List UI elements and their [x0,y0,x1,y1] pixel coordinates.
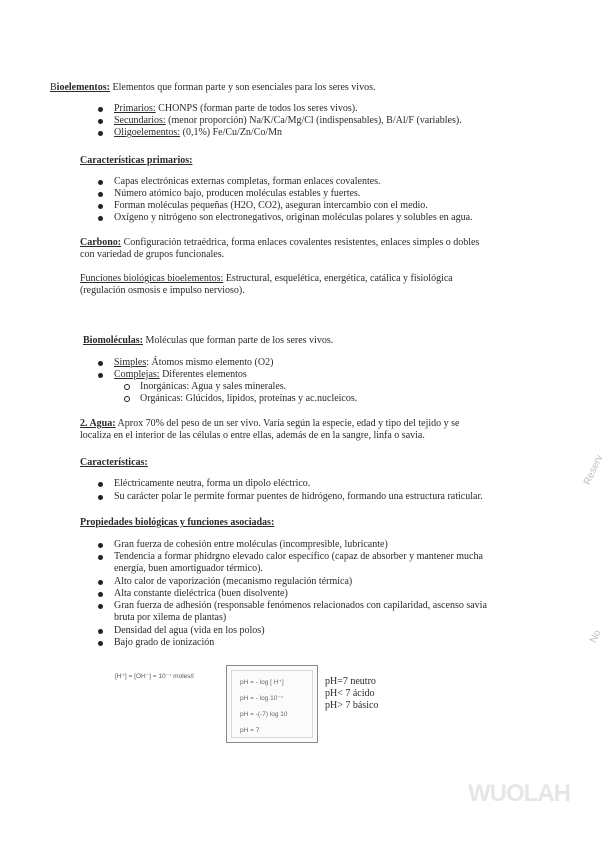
carbono-term: Carbono: [80,237,122,248]
bullet-icon [98,192,103,197]
bioelementos-definition [50,82,375,94]
section-heading: Características: [80,457,148,468]
agua-term: 2. Agua: [80,418,116,429]
bioelementos-term-initial: B [50,82,57,93]
bullet-icon [98,555,103,560]
agua-line-2: localiza en el interior de las células o entre ellas, además de en la sangre, linfa o savia. [80,430,425,441]
bullet-icon [98,592,103,597]
formula-line: pH = - log [ H⁺] [240,679,284,686]
side-watermark: Reserv [582,453,606,487]
biomoleculas-definition: Biomoléculas: Moléculas que forman parte de los seres vivos. [83,335,334,346]
funciones-line-2: (regulación osmosis e impulso nervioso). [80,285,245,296]
formula-line: pH = 7 [240,727,260,734]
section-heading: Características primarios: [80,155,193,166]
ph-formula-box [226,665,318,743]
carbono-paragraph: Carbono: Configuración tetraédrica, forma enlaces covalentes resistentes, enlaces simples o dobles [80,237,480,248]
bullet-icon [98,580,103,585]
bullet-icon [98,131,103,136]
bullet-icon [98,629,103,634]
bullet-icon [98,373,103,378]
carbono-line-2: con variedad de grupos funcionales. [80,249,225,260]
bullet-icon [98,107,103,112]
ph-note: pH> 7 básico [325,700,379,711]
ph-formula-inner [231,670,313,738]
bioelementos-def: Elementos que forman parte y son esenciales para los seres vivos. [110,82,376,93]
funciones-term: Funciones biológicas bioelementos: [80,273,224,284]
bullet-icon [98,216,103,221]
formula-line: pH = - log 10⁻⁷ [240,695,284,702]
formula-line: pH = -(-7) log 10 [240,711,288,718]
ph-note: pH< 7 ácido [325,688,375,699]
circle-bullet-icon [124,384,130,390]
bullet-icon [98,543,103,548]
section-heading: Propiedades biológicas y funciones asociadas: [80,517,275,528]
bullet-icon [98,204,103,209]
bullet-icon [98,482,103,487]
bullet-icon [98,604,103,609]
bullet-icon [98,361,103,366]
ion-product-formula: [H⁺] = [OH⁻] = 10⁻⁷ moles/l [115,673,194,680]
brand-watermark: WUOLAH [468,780,570,807]
bullet-icon [98,495,103,500]
bioelementos-term: ioelementos: [56,82,110,93]
ph-note: pH=7 neutro [325,676,376,687]
biomoleculas-term: Biomoléculas: [83,335,143,346]
circle-bullet-icon [124,396,130,402]
bullet-icon [98,641,103,646]
bullet-icon [98,119,103,124]
bullet-icon [98,180,103,185]
side-watermark: No [588,628,604,645]
funciones-paragraph: Funciones biológicas bioelementos: Estructural, esquelética, energética, catálica y fisiológica [80,273,453,284]
agua-paragraph: 2. Agua: Aprox 70% del peso de un ser vivo. Varía según la especie, edad y tipo del tejido y se [80,418,460,429]
